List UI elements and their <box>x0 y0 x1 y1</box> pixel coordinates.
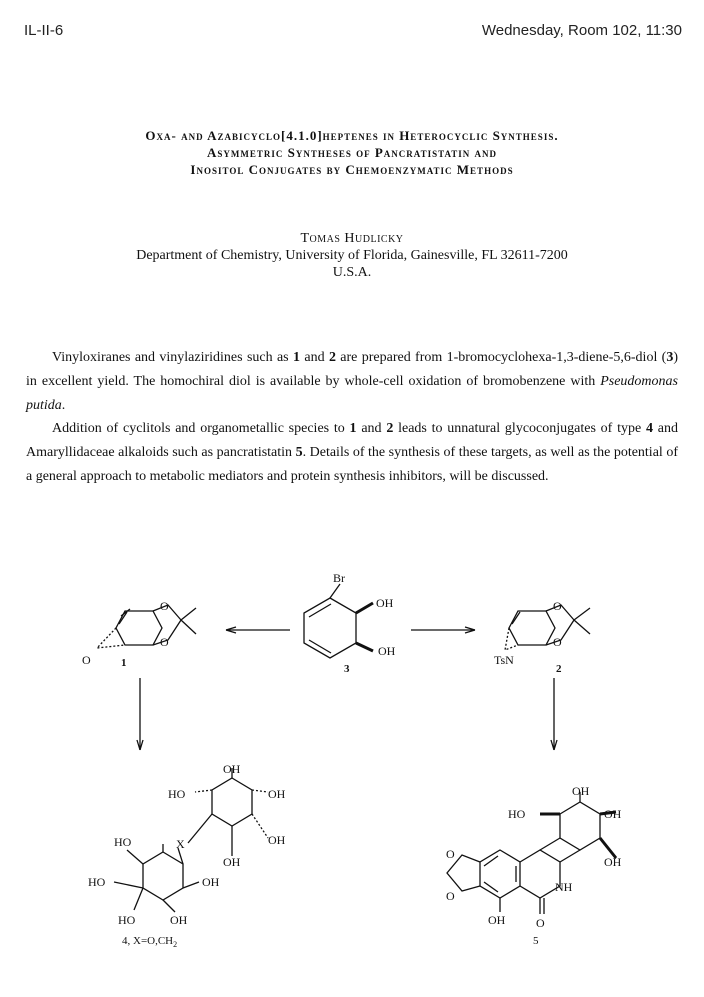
title-line-2: Asymmetric Syntheses of Pancratistatin and <box>206 145 498 160</box>
c4-x: X <box>176 837 185 851</box>
author-country: U.S.A. <box>332 265 372 280</box>
session-info: Wednesday, Room 102, 11:30 <box>481 22 682 39</box>
title-line-3: Inositol Conjugates by Chemoenzymatic Methods <box>190 162 514 177</box>
c5-o-top: O <box>446 847 455 861</box>
abstract-paragraph-2: Addition of cyclitols and organometallic species to 1 and 2 leads to unnatural glycoconjugates of type 4 and Amaryllidaceae alkaloids such as pancratistatin 5. Details of the synthesis of these targets, as well as the potential of a general approach to metabolic mediators and protein synthesis inhibitors, will be discussed. <box>26 421 678 484</box>
c4-oh-right1: OH <box>268 787 286 801</box>
compound-1-label: 1 <box>121 657 127 669</box>
c3-oh-1: OH <box>376 596 394 610</box>
c5-oh-top: OH <box>572 784 590 798</box>
compound-4-structure <box>88 762 286 949</box>
c5-o-bottom: O <box>446 889 455 903</box>
c4-ho-bottom: HO <box>118 913 136 927</box>
c5-ho: HO <box>508 807 526 821</box>
c4-ho-left1: HO <box>114 835 132 849</box>
compound-5-structure <box>446 784 622 947</box>
abstract-paragraph-1: Vinyloxiranes and vinylaziridines such as 1 and 2 are prepared from 1-bromocyclohexa-1,3-diene-5,6-diol (3) in excellent yield. The homochiral diol is available by whole-cell oxidation of bromobenzene with Pseudomonas putida. <box>26 350 679 413</box>
c2-o-bottom: O <box>553 635 562 649</box>
c3-oh-2: OH <box>378 644 396 658</box>
c2-tsn: TsN <box>494 653 514 667</box>
reaction-arrows <box>137 627 557 750</box>
c4-oh-bottom: OH <box>170 913 188 927</box>
c4-oh-right2: OH <box>268 833 286 847</box>
c2-o-top: O <box>553 599 562 613</box>
compound-3-structure <box>304 571 396 675</box>
c1-o-bottom: O <box>160 635 169 649</box>
compound-2-label: 2 <box>556 663 562 675</box>
compound-5-label: 5 <box>533 935 539 947</box>
author-affiliation: Department of Chemistry, University of Florida, Gainesville, FL 32611-7200 <box>136 248 568 263</box>
compound-4-label: 4, $X=O,CH_2$ <box>122 935 178 949</box>
c4-oh-mid: OH <box>223 855 241 869</box>
c1-o-top: O <box>160 599 169 613</box>
c4-oh-right3: OH <box>202 875 220 889</box>
c5-oh-phenol: OH <box>488 913 506 927</box>
c4-ho-left2: HO <box>88 875 106 889</box>
c5-carbonyl-o: O <box>536 916 545 930</box>
compound-2-structure <box>494 599 590 675</box>
c4-ho-upper: HO <box>168 787 186 801</box>
species-name: Pseudomonas putida <box>26 374 678 413</box>
c5-oh-right1: OH <box>604 807 622 821</box>
c5-oh-right2: OH <box>604 855 622 869</box>
c5-nh: NH <box>555 880 573 894</box>
c3-br: Br <box>333 571 345 585</box>
compound-1-structure <box>82 599 196 669</box>
c4-oh-top: OH <box>223 762 241 776</box>
compound-3-label: 3 <box>344 663 350 675</box>
c1-epoxide-o: O <box>82 653 91 667</box>
session-code: IL-II-6 <box>24 22 64 39</box>
author-name: Tomas Hudlicky <box>300 231 404 246</box>
title-line-1: Oxa- and Azabicyclo[4.1.0]heptenes in Heterocyclic Synthesis. <box>145 128 559 143</box>
